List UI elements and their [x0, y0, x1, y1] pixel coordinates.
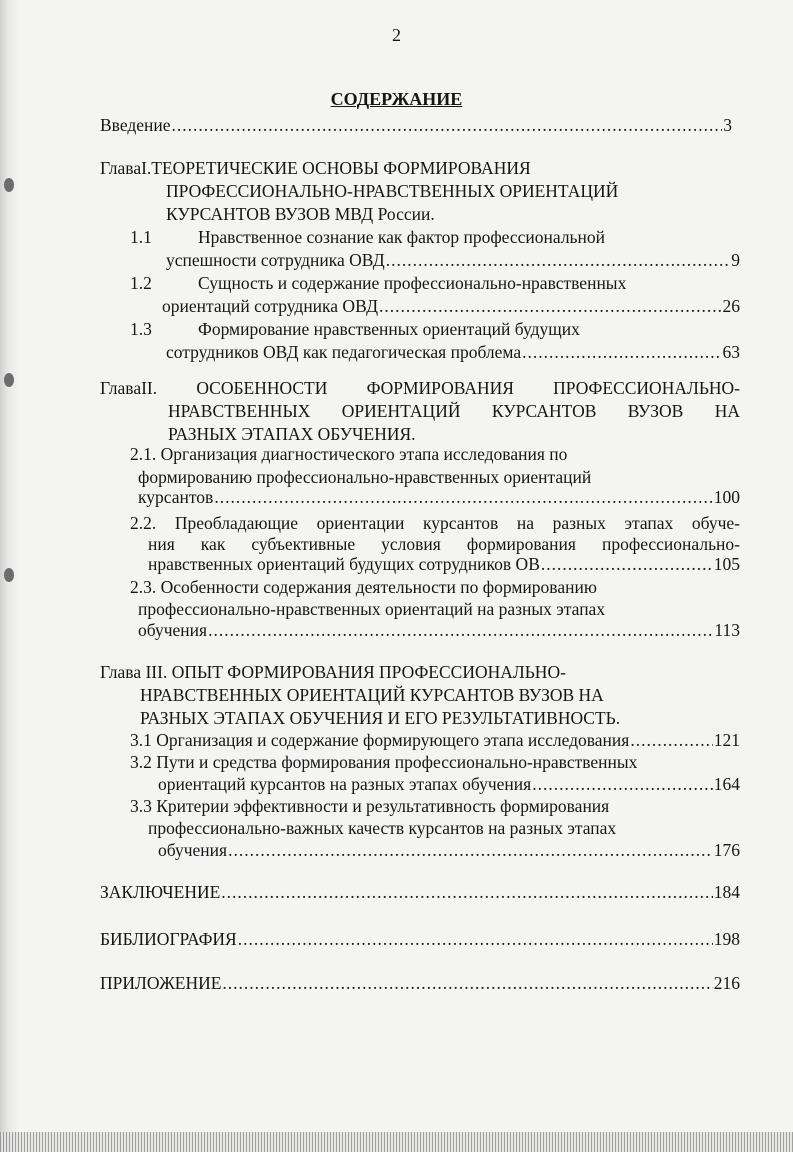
toc-entry-1-1[interactable]: [166, 249, 740, 271]
leader-dots: [222, 972, 712, 994]
section-title-line: ния как субъективные условия формирования профессионально-: [148, 534, 740, 554]
section-title-line: формированию профессионально-нравственных ориентаций: [138, 467, 592, 487]
toc-entry-page: 121: [713, 730, 740, 750]
leader-dots: [221, 881, 712, 903]
leader-dots: [172, 114, 723, 136]
toc-entry-3-1[interactable]: [130, 729, 740, 751]
punch-hole: [4, 568, 14, 582]
section-title-line: Нравственное сознание как фактор профессиональной: [198, 227, 606, 247]
toc-entry-bibliography[interactable]: [100, 928, 740, 950]
toc-entry-page: 216: [713, 973, 740, 993]
section-number: 1.3: [130, 319, 152, 339]
leader-dots: [522, 341, 721, 363]
toc-entry-page: 198: [713, 929, 740, 949]
toc-entry-2-2[interactable]: [148, 553, 740, 575]
toc-entry-1-2[interactable]: [162, 295, 740, 317]
toc-entry-intro[interactable]: [100, 114, 732, 136]
toc-entry-label: курсантов: [138, 487, 214, 507]
toc-entry-label: ПРИЛОЖЕНИЕ: [100, 973, 222, 993]
chapter2-title-line: РАЗНЫХ ЭТАПАХ ОБУЧЕНИЯ.: [168, 424, 416, 444]
toc-entry-label: обучения: [138, 620, 208, 640]
toc-entry-page: 100: [713, 487, 740, 507]
section-title-line: 3.3 Критерии эффективности и результативность формирования: [130, 796, 610, 816]
toc-entry-label: ЗАКЛЮЧЕНИЕ: [100, 882, 221, 902]
chapter3-title-line: РАЗНЫХ ЭТАПАХ ОБУЧЕНИЯ И ЕГО РЕЗУЛЬТАТИВНОСТЬ.: [140, 708, 621, 728]
toc-entry-conclusion[interactable]: [100, 881, 740, 903]
toc-entry-label: Введение: [100, 115, 171, 135]
section-title-line: 3.2 Пути и средства формирования профессионально-нравственных: [130, 752, 638, 772]
leader-dots: [379, 295, 721, 317]
toc-entry-label: БИБЛИОГРАФИЯ: [100, 929, 237, 949]
toc-entry-label: успешности сотрудника ОВД: [166, 250, 385, 270]
chapter2-title-line: НРАВСТВЕННЫХ ОРИЕНТАЦИЙ КУРСАНТОВ ВУЗОВ НА: [168, 401, 740, 421]
chapter2-title-line: ГлаваII. ОСОБЕННОСТИ ФОРМИРОВАНИЯ ПРОФЕССИОНАЛЬНО-: [100, 378, 740, 398]
section-number: 1.2: [130, 273, 152, 293]
toc-entry-3-3[interactable]: [158, 839, 740, 861]
chapter3-title-line: Глава III. ОПЫТ ФОРМИРОВАНИЯ ПРОФЕССИОНАЛЬНО-: [100, 662, 566, 682]
leader-dots: [630, 729, 712, 751]
chapter1-title-line: ПРОФЕССИОНАЛЬНО-НРАВСТВЕННЫХ ОРИЕНТАЦИЙ: [166, 181, 619, 201]
toc-entry-label: ориентаций сотрудника ОВД: [162, 296, 379, 316]
toc-entry-label: 3.1 Организация и содержание формирующего этапа исследования: [130, 730, 630, 750]
section-title-line: профессионально-нравственных ориентаций на разных этапах: [138, 599, 606, 619]
toc-entry-3-2[interactable]: [158, 773, 740, 795]
toc-entry-page: 63: [722, 342, 740, 362]
punch-hole: [4, 178, 14, 192]
toc-entry-label: сотрудников ОВД как педагогическая проблема: [166, 342, 522, 362]
toc-entry-page: 9: [731, 250, 740, 270]
section-title-line: Сущность и содержание профессионально-нравственных: [198, 273, 627, 293]
toc-entry-1-3[interactable]: [166, 341, 740, 363]
toc-heading: СОДЕРЖАНИЕ: [330, 89, 463, 109]
section-title-line: 2.3. Особенности содержания деятельности по формированию: [130, 577, 597, 597]
toc-entry-page: 184: [713, 882, 740, 902]
toc-entry-page: 105: [713, 554, 740, 574]
toc-entry-2-3[interactable]: [138, 619, 740, 641]
leader-dots: [541, 553, 713, 575]
toc-entry-label: ориентаций курсантов на разных этапах обучения: [158, 774, 532, 794]
toc-entry-page: 113: [714, 620, 740, 640]
scan-bottom-edge: [0, 1132, 793, 1152]
leader-dots: [238, 928, 713, 950]
page-number: 2: [392, 25, 401, 45]
toc-entry-page: 26: [722, 296, 740, 316]
section-title-line: профессионально-важных качеств курсантов на разных этапах: [148, 818, 617, 838]
toc-entry-page: 164: [713, 774, 740, 794]
section-title-line: 2.2. Преобладающие ориентации курсантов на разных этапах обуче-: [130, 513, 740, 533]
leader-dots: [208, 619, 713, 641]
leader-dots: [214, 486, 712, 508]
section-title-line: Формирование нравственных ориентаций будущих: [198, 319, 580, 339]
section-title-line: 2.1. Организация диагностического этапа исследования по: [130, 444, 568, 464]
toc-entry-label: нравственных ориентаций будущих сотрудников ОВ: [148, 554, 540, 574]
toc-entry-page: 176: [713, 840, 740, 860]
leader-dots: [228, 839, 713, 861]
toc-entry-2-1[interactable]: [138, 486, 740, 508]
section-number: 1.1: [130, 227, 152, 247]
leader-dots: [532, 773, 713, 795]
chapter1-title-line: ГлаваI.ТЕОРЕТИЧЕСКИЕ ОСНОВЫ ФОРМИРОВАНИЯ: [100, 158, 531, 178]
punch-hole: [4, 373, 14, 387]
toc-entry-label: обучения: [158, 840, 228, 860]
chapter3-title-line: НРАВСТВЕННЫХ ОРИЕНТАЦИЙ КУРСАНТОВ ВУЗОВ НА: [140, 685, 604, 705]
toc-entry-appendix[interactable]: [100, 972, 740, 994]
toc-entry-page: 3: [723, 115, 732, 135]
chapter1-title-line: КУРСАНТОВ ВУЗОВ МВД России.: [166, 204, 435, 224]
leader-dots: [386, 249, 731, 271]
